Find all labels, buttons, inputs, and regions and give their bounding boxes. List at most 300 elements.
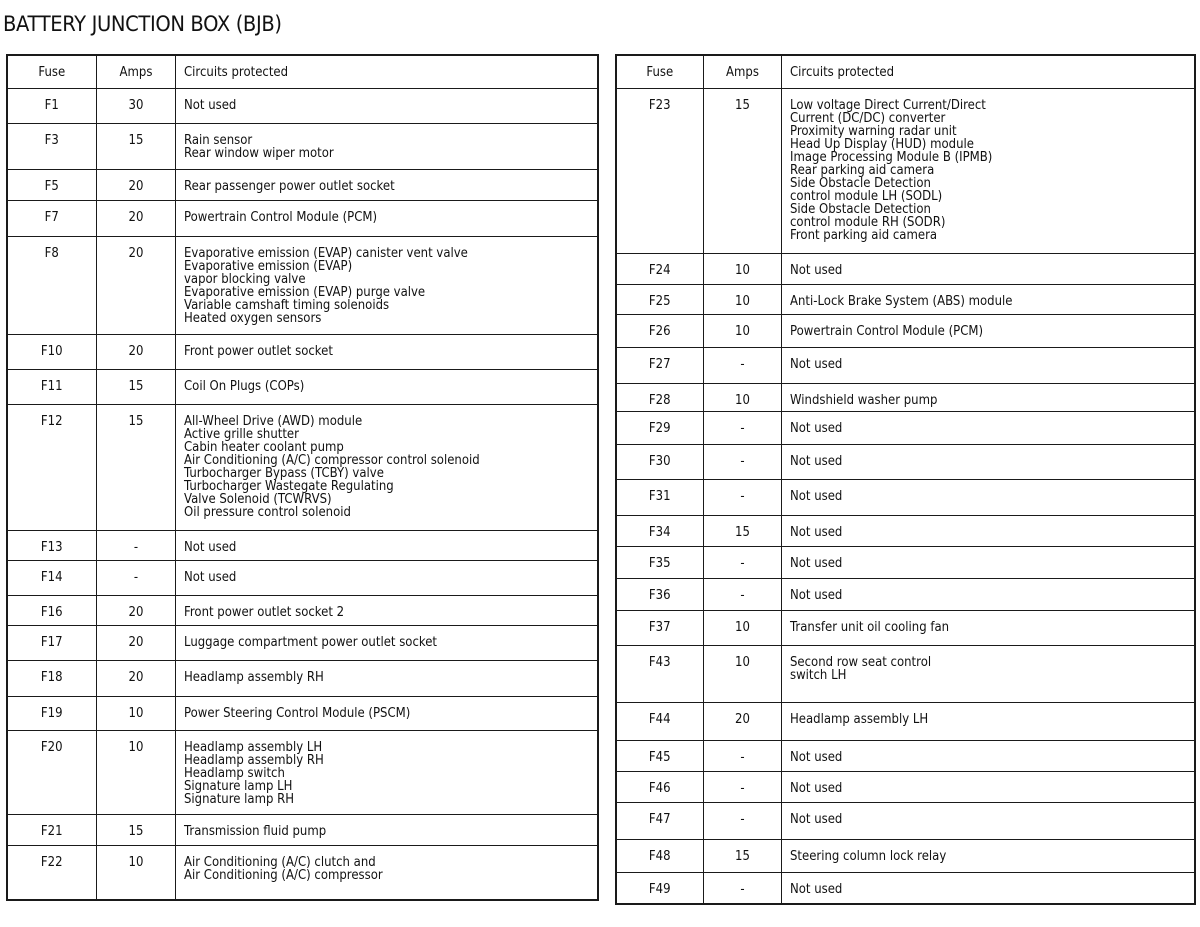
circuit-line: Cabin heater coolant pump bbox=[183, 440, 344, 455]
fuse-id-text: F27 bbox=[648, 357, 671, 372]
fuse-table-right bbox=[615, 54, 1196, 905]
fuse-amps-text: - bbox=[739, 812, 745, 827]
fuse-id bbox=[616, 873, 703, 904]
fuse-amps bbox=[96, 237, 175, 335]
table-row bbox=[616, 445, 1195, 480]
circuits-protected bbox=[175, 661, 598, 697]
fuse-amps bbox=[703, 547, 781, 579]
circuit-line: Not used bbox=[183, 98, 236, 113]
fuse-amps bbox=[96, 661, 175, 697]
fuse-amps bbox=[96, 170, 175, 201]
circuits-protected bbox=[781, 741, 1195, 772]
fuse-id-text: F37 bbox=[648, 620, 671, 635]
fuse-amps-text: 20 bbox=[128, 210, 143, 225]
fuse-amps-text: 10 bbox=[734, 620, 750, 635]
fuse-id-text: F28 bbox=[648, 393, 671, 408]
table-row bbox=[616, 89, 1195, 254]
circuit-line: Air Conditioning (A/C) compressor bbox=[183, 868, 383, 883]
header-amps-text: Amps bbox=[119, 64, 152, 80]
fuse-id bbox=[616, 384, 703, 412]
circuits-protected bbox=[175, 335, 598, 370]
fuse-id-text: F48 bbox=[648, 849, 671, 864]
circuits-protected bbox=[781, 772, 1195, 803]
circuit-line: Oil pressure control solenoid bbox=[183, 505, 351, 520]
header-amps-text: Amps bbox=[725, 64, 759, 80]
fuse-amps-text: 20 bbox=[128, 179, 143, 194]
circuit-line: Proximity warning radar unit bbox=[789, 124, 957, 139]
header-fuse bbox=[616, 55, 703, 89]
fuse-amps-text: 20 bbox=[128, 246, 143, 261]
header-amps bbox=[703, 55, 781, 89]
fuse-id bbox=[616, 315, 703, 348]
fuse-id-text: F45 bbox=[648, 750, 671, 765]
fuse-id bbox=[616, 772, 703, 803]
circuit-line: Not used bbox=[789, 489, 842, 504]
fuse-amps-text: - bbox=[739, 454, 745, 469]
fuse-amps-text: 30 bbox=[128, 98, 143, 113]
fuse-id-text: F13 bbox=[40, 540, 63, 555]
table-row bbox=[7, 815, 598, 846]
circuits-protected bbox=[175, 370, 598, 405]
fuse-id bbox=[7, 697, 96, 731]
fuse-id-text: F7 bbox=[44, 210, 59, 225]
header-circuits bbox=[175, 55, 598, 89]
table-row bbox=[616, 516, 1195, 547]
fuse-amps bbox=[96, 89, 175, 124]
fuse-amps bbox=[703, 646, 781, 703]
fuse-id bbox=[616, 285, 703, 315]
circuit-line: Headlamp assembly LH bbox=[183, 740, 322, 755]
circuits-protected bbox=[175, 596, 598, 626]
table-row bbox=[7, 626, 598, 661]
circuit-line: Side Obstacle Detection bbox=[789, 176, 931, 191]
fuse-amps-text: 20 bbox=[128, 605, 143, 620]
fuse-amps-text: 10 bbox=[128, 740, 143, 755]
header-circuits bbox=[781, 55, 1195, 89]
circuits-protected bbox=[175, 170, 598, 201]
table-row bbox=[7, 661, 598, 697]
fuse-id bbox=[7, 405, 96, 531]
fuse-id bbox=[616, 646, 703, 703]
fuse-id-text: F26 bbox=[648, 324, 671, 339]
table-row bbox=[616, 254, 1195, 285]
fuse-amps-text: 10 bbox=[734, 393, 750, 408]
circuits-protected bbox=[781, 516, 1195, 547]
circuit-line: Image Processing Module B (IPMB) bbox=[789, 150, 992, 165]
table-row bbox=[616, 840, 1195, 873]
table-row bbox=[616, 348, 1195, 384]
fuse-id bbox=[7, 89, 96, 124]
fuse-amps-text: 15 bbox=[734, 849, 750, 864]
fuse-amps-text: 15 bbox=[734, 525, 750, 540]
circuits-protected bbox=[781, 840, 1195, 873]
table-row bbox=[616, 285, 1195, 315]
table-row bbox=[7, 237, 598, 335]
table-row bbox=[7, 531, 598, 561]
circuits-protected bbox=[781, 348, 1195, 384]
fuse-amps bbox=[703, 445, 781, 480]
circuit-line: Not used bbox=[789, 812, 842, 827]
fuse-id-text: F1 bbox=[44, 98, 59, 113]
fuse-amps bbox=[703, 703, 781, 741]
fuse-id-text: F25 bbox=[648, 294, 671, 309]
fuse-amps-text: 10 bbox=[734, 324, 750, 339]
fuse-amps-text: 10 bbox=[128, 706, 143, 721]
circuit-line: All-Wheel Drive (AWD) module bbox=[183, 414, 362, 429]
circuit-line: Not used bbox=[789, 357, 842, 372]
fuse-amps-text: - bbox=[739, 421, 745, 436]
circuit-line: Signature lamp RH bbox=[183, 792, 294, 807]
circuits-protected bbox=[175, 626, 598, 661]
table-row bbox=[7, 124, 598, 170]
fuse-amps-text: 20 bbox=[128, 635, 143, 650]
table-header-row bbox=[616, 55, 1195, 89]
circuit-line: Side Obstacle Detection bbox=[789, 202, 931, 217]
circuits-protected bbox=[175, 531, 598, 561]
table-row bbox=[7, 405, 598, 531]
fuse-id bbox=[616, 803, 703, 840]
table-row bbox=[7, 846, 598, 900]
fuse-id-text: F35 bbox=[648, 556, 671, 571]
circuit-line: Windshield washer pump bbox=[789, 393, 937, 408]
circuit-line: Front power outlet socket bbox=[183, 344, 333, 359]
circuit-line: Air Conditioning (A/C) clutch and bbox=[183, 855, 376, 870]
circuit-line: Headlamp assembly LH bbox=[789, 712, 928, 727]
fuse-amps bbox=[96, 405, 175, 531]
table-row bbox=[616, 741, 1195, 772]
header-amps bbox=[96, 55, 175, 89]
fuse-id bbox=[7, 661, 96, 697]
fuse-amps bbox=[703, 611, 781, 646]
circuit-line: Second row seat control bbox=[789, 655, 931, 670]
header-fuse-text: Fuse bbox=[646, 64, 674, 80]
circuit-line: Rain sensor bbox=[183, 133, 252, 148]
fuse-id-text: F11 bbox=[40, 379, 63, 394]
fuse-amps bbox=[703, 384, 781, 412]
fuse-id-text: F12 bbox=[40, 414, 63, 429]
fuse-amps bbox=[703, 480, 781, 516]
circuits-protected bbox=[781, 384, 1195, 412]
circuit-line: Not used bbox=[183, 570, 236, 585]
fuse-amps bbox=[703, 873, 781, 904]
table-row bbox=[616, 384, 1195, 412]
table-row bbox=[7, 731, 598, 815]
circuits-protected bbox=[175, 201, 598, 237]
circuit-line: Power Steering Control Module (PSCM) bbox=[183, 706, 410, 721]
circuit-line: Transfer unit oil cooling fan bbox=[789, 620, 949, 635]
table-row bbox=[7, 201, 598, 237]
fuse-amps-text: 20 bbox=[128, 670, 143, 685]
circuit-line: Not used bbox=[789, 454, 842, 469]
fuse-id-text: F10 bbox=[40, 344, 63, 359]
circuits-protected bbox=[781, 703, 1195, 741]
fuse-amps bbox=[703, 315, 781, 348]
circuit-line: Not used bbox=[789, 263, 842, 278]
fuse-id-text: F24 bbox=[648, 263, 671, 278]
fuse-amps-text: - bbox=[739, 588, 745, 603]
fuse-amps-text: - bbox=[739, 750, 745, 765]
fuse-amps bbox=[703, 285, 781, 315]
fuse-amps bbox=[703, 348, 781, 384]
fuse-id bbox=[7, 370, 96, 405]
fuse-id bbox=[616, 254, 703, 285]
fuse-amps-text: 20 bbox=[734, 712, 750, 727]
circuit-line: Front power outlet socket 2 bbox=[183, 605, 344, 620]
circuit-line: Valve Solenoid (TCWRVS) bbox=[183, 492, 332, 507]
fuse-table-left bbox=[6, 54, 599, 901]
fuse-amps-text: 10 bbox=[734, 263, 750, 278]
circuits-protected bbox=[175, 697, 598, 731]
circuit-line: Headlamp assembly RH bbox=[183, 753, 324, 768]
circuit-line: Heated oxygen sensors bbox=[183, 311, 321, 326]
circuits-protected bbox=[175, 561, 598, 596]
fuse-amps bbox=[96, 731, 175, 815]
fuse-amps bbox=[96, 846, 175, 900]
circuit-line: Current (DC/DC) converter bbox=[789, 111, 945, 126]
fuse-amps bbox=[703, 772, 781, 803]
circuit-line: control module RH (SODR) bbox=[789, 215, 945, 230]
fuse-id-text: F30 bbox=[648, 454, 671, 469]
fuse-id bbox=[7, 846, 96, 900]
table-row bbox=[616, 547, 1195, 579]
circuit-line: Not used bbox=[789, 525, 842, 540]
fuse-id-text: F8 bbox=[44, 246, 59, 261]
circuit-line: Rear window wiper motor bbox=[183, 146, 334, 161]
fuse-id bbox=[7, 596, 96, 626]
fuse-amps-text: - bbox=[739, 357, 745, 372]
table-row bbox=[7, 370, 598, 405]
fuse-id bbox=[7, 201, 96, 237]
circuits-protected bbox=[781, 89, 1195, 254]
fuse-id-text: F34 bbox=[648, 525, 671, 540]
circuits-protected bbox=[781, 873, 1195, 904]
circuit-line: Evaporative emission (EVAP) purge valve bbox=[183, 285, 425, 300]
circuit-line: Rear parking aid camera bbox=[789, 163, 934, 178]
header-circuits-text: Circuits protected bbox=[183, 64, 288, 80]
circuit-line: Headlamp assembly RH bbox=[183, 670, 324, 685]
fuse-amps-text: 15 bbox=[128, 824, 143, 839]
circuit-line: Powertrain Control Module (PCM) bbox=[183, 210, 377, 225]
circuit-line: Variable camshaft timing solenoids bbox=[183, 298, 389, 313]
fuse-amps-text: 10 bbox=[128, 855, 143, 870]
circuit-line: Turbocharger Bypass (TCBY) valve bbox=[183, 466, 384, 481]
fuse-amps bbox=[96, 370, 175, 405]
table-row bbox=[616, 611, 1195, 646]
fuse-id bbox=[7, 561, 96, 596]
circuits-protected bbox=[781, 611, 1195, 646]
circuit-line: Not used bbox=[789, 750, 842, 765]
circuit-line: Not used bbox=[789, 421, 842, 436]
circuit-line: Not used bbox=[789, 588, 842, 603]
fuse-id bbox=[7, 531, 96, 561]
circuit-line: Evaporative emission (EVAP) bbox=[183, 259, 352, 274]
fuse-id bbox=[616, 348, 703, 384]
fuse-amps bbox=[96, 201, 175, 237]
fuse-amps-text: 10 bbox=[734, 294, 750, 309]
fuse-id bbox=[7, 626, 96, 661]
fuse-id bbox=[616, 579, 703, 611]
fuse-amps-text: - bbox=[739, 556, 745, 571]
fuse-id bbox=[7, 170, 96, 201]
fuse-id-text: F47 bbox=[648, 812, 671, 827]
fuse-id-text: F46 bbox=[648, 781, 671, 796]
fuse-amps-text: 15 bbox=[128, 379, 143, 394]
fuse-id-text: F18 bbox=[40, 670, 63, 685]
fuse-id bbox=[616, 741, 703, 772]
fuse-amps bbox=[96, 335, 175, 370]
circuit-line: Luggage compartment power outlet socket bbox=[183, 635, 437, 650]
fuse-id-text: F22 bbox=[40, 855, 63, 870]
fuse-id bbox=[616, 412, 703, 445]
circuit-line: Head Up Display (HUD) module bbox=[789, 137, 974, 152]
fuse-amps bbox=[96, 561, 175, 596]
fuse-id-text: F17 bbox=[40, 635, 63, 650]
fuse-amps bbox=[96, 124, 175, 170]
fuse-id-text: F16 bbox=[40, 605, 63, 620]
page-title: BATTERY JUNCTION BOX (BJB) bbox=[3, 12, 282, 36]
table-row bbox=[616, 803, 1195, 840]
circuits-protected bbox=[175, 124, 598, 170]
circuit-line: Transmission fluid pump bbox=[183, 824, 326, 839]
table-row bbox=[616, 772, 1195, 803]
circuit-line: Front parking aid camera bbox=[789, 228, 937, 243]
fuse-id bbox=[616, 547, 703, 579]
table-row bbox=[616, 646, 1195, 703]
circuits-protected bbox=[175, 846, 598, 900]
fuse-id bbox=[7, 731, 96, 815]
fuse-amps bbox=[96, 531, 175, 561]
circuit-line: Steering column lock relay bbox=[789, 849, 946, 864]
fuse-id bbox=[616, 480, 703, 516]
circuit-line: Active grille shutter bbox=[183, 427, 299, 442]
table-row bbox=[616, 579, 1195, 611]
circuits-protected bbox=[781, 315, 1195, 348]
circuit-line: control module LH (SODL) bbox=[789, 189, 942, 204]
fuse-amps bbox=[96, 626, 175, 661]
table-row bbox=[616, 873, 1195, 904]
circuits-protected bbox=[781, 579, 1195, 611]
header-fuse bbox=[7, 55, 96, 89]
fuse-amps bbox=[703, 412, 781, 445]
fuse-amps-text: 10 bbox=[734, 655, 750, 670]
circuit-line: Evaporative emission (EVAP) canister vent valve bbox=[183, 246, 468, 261]
fuse-amps-text: 15 bbox=[128, 133, 143, 148]
fuse-id bbox=[616, 703, 703, 741]
header-circuits-text: Circuits protected bbox=[789, 64, 894, 80]
fuse-amps bbox=[703, 803, 781, 840]
fuse-amps bbox=[703, 579, 781, 611]
fuse-amps bbox=[703, 516, 781, 547]
fuse-amps bbox=[96, 815, 175, 846]
fuse-id bbox=[616, 89, 703, 254]
circuit-line: Headlamp switch bbox=[183, 766, 285, 781]
table-row bbox=[7, 170, 598, 201]
table-header-row bbox=[7, 55, 598, 89]
circuit-line: Signature lamp LH bbox=[183, 779, 292, 794]
circuit-line: Rear passenger power outlet socket bbox=[183, 179, 395, 194]
fuse-amps-text: - bbox=[133, 570, 138, 585]
circuits-protected bbox=[781, 803, 1195, 840]
circuits-protected bbox=[781, 285, 1195, 315]
fuse-id bbox=[616, 445, 703, 480]
fuse-id-text: F5 bbox=[44, 179, 59, 194]
circuits-protected bbox=[175, 815, 598, 846]
circuit-line: Air Conditioning (A/C) compressor control solenoid bbox=[183, 453, 480, 468]
circuit-line: Not used bbox=[789, 781, 842, 796]
circuit-line: Not used bbox=[789, 556, 842, 571]
fuse-id bbox=[616, 840, 703, 873]
table-row bbox=[7, 697, 598, 731]
fuse-amps bbox=[96, 596, 175, 626]
fuse-amps-text: - bbox=[133, 540, 138, 555]
fuse-id bbox=[7, 237, 96, 335]
circuits-protected bbox=[781, 412, 1195, 445]
fuse-id bbox=[7, 124, 96, 170]
table-row bbox=[7, 596, 598, 626]
circuit-line: Powertrain Control Module (PCM) bbox=[789, 324, 983, 339]
circuit-line: Turbocharger Wastegate Regulating bbox=[183, 479, 394, 494]
circuit-line: Not used bbox=[789, 882, 842, 897]
table-row bbox=[616, 703, 1195, 741]
fuse-id-text: F44 bbox=[648, 712, 671, 727]
circuits-protected bbox=[781, 254, 1195, 285]
fuse-amps-text: 20 bbox=[128, 344, 143, 359]
fuse-id bbox=[7, 335, 96, 370]
fuse-id-text: F20 bbox=[40, 740, 63, 755]
circuit-line: Coil On Plugs (COPs) bbox=[183, 379, 304, 394]
fuse-amps-text: - bbox=[739, 781, 745, 796]
fuse-id-text: F43 bbox=[648, 655, 671, 670]
fuse-id bbox=[616, 611, 703, 646]
circuits-protected bbox=[781, 445, 1195, 480]
fuse-id-text: F21 bbox=[40, 824, 63, 839]
circuits-protected bbox=[175, 89, 598, 124]
fuse-id-text: F3 bbox=[44, 133, 59, 148]
fuse-amps bbox=[703, 254, 781, 285]
header-fuse-text: Fuse bbox=[38, 64, 66, 80]
circuit-line: Not used bbox=[183, 540, 236, 555]
fuse-amps bbox=[703, 840, 781, 873]
fuse-id-text: F29 bbox=[648, 421, 671, 436]
fuse-id-text: F14 bbox=[40, 570, 63, 585]
table-row bbox=[616, 315, 1195, 348]
fuse-amps bbox=[703, 89, 781, 254]
fuse-amps-text: 15 bbox=[734, 98, 750, 113]
table-row bbox=[7, 335, 598, 370]
fuse-amps-text: 15 bbox=[128, 414, 143, 429]
circuits-protected bbox=[781, 646, 1195, 703]
circuit-line: Low voltage Direct Current/Direct bbox=[789, 98, 986, 113]
fuse-amps-text: - bbox=[739, 882, 745, 897]
fuse-amps bbox=[96, 697, 175, 731]
circuit-line: vapor blocking valve bbox=[183, 272, 306, 287]
fuse-id-text: F19 bbox=[40, 706, 63, 721]
fuse-amps-text: - bbox=[739, 489, 745, 504]
circuits-protected bbox=[175, 405, 598, 531]
fuse-id-text: F36 bbox=[648, 588, 671, 603]
fuse-id-text: F49 bbox=[648, 882, 671, 897]
circuits-protected bbox=[781, 480, 1195, 516]
table-row bbox=[616, 480, 1195, 516]
circuit-line: Anti-Lock Brake System (ABS) module bbox=[789, 294, 1012, 309]
circuits-protected bbox=[175, 731, 598, 815]
fuse-id-text: F23 bbox=[648, 98, 671, 113]
circuits-protected bbox=[175, 237, 598, 335]
fuse-id bbox=[616, 516, 703, 547]
table-row bbox=[616, 412, 1195, 445]
table-row bbox=[7, 89, 598, 124]
circuit-line: switch LH bbox=[789, 668, 846, 683]
